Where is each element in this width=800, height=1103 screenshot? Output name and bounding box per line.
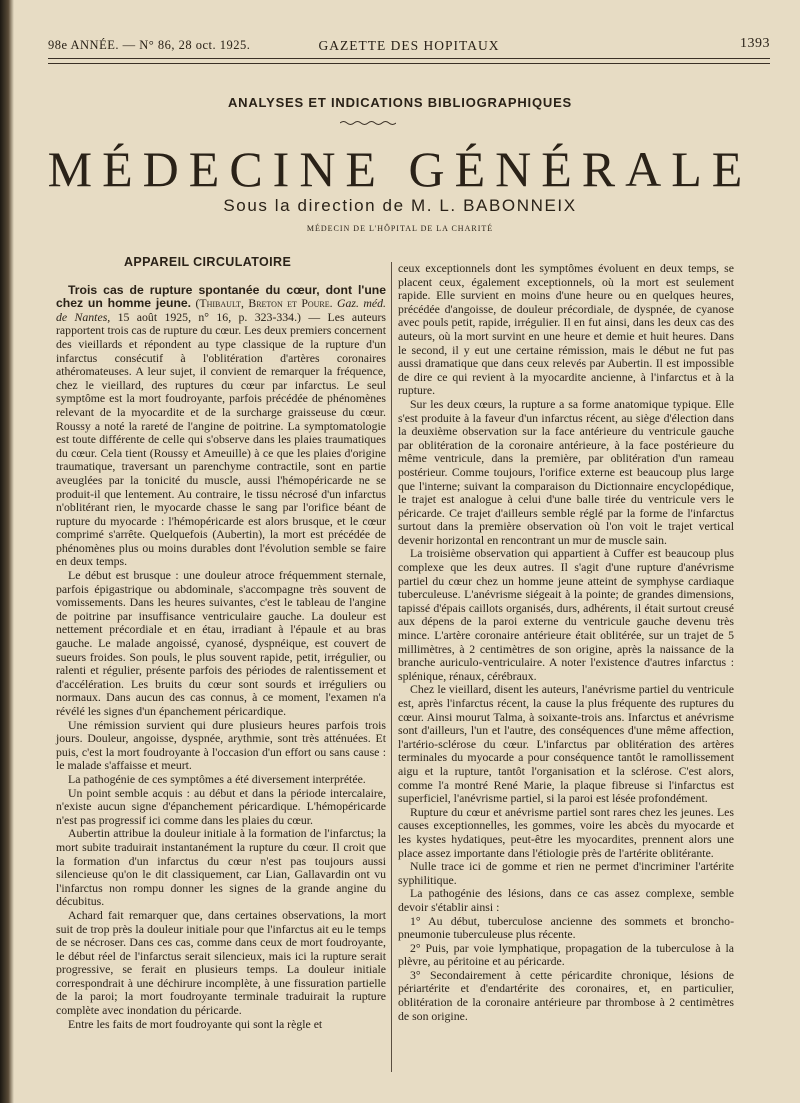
column-divider: [391, 262, 392, 1072]
article-authors: (Thibault, Breton et Poure.: [195, 296, 333, 311]
paragraph: ceux exceptionnels dont les symptômes évoluent en deux temps, se placent ceux, également exceptionnels, où la mort est seulement rapide. Elle survient en moins d'une heure ou en quelques heures, précédée d'angoisse, de douleur précordiale, de dyspnée, de cyanose avec pouls petit, rapide, irrégulier. Il en fut ainsi, dans les deux cas des auteurs, où la mort survint en une heure et demie et huit heures. Dans le second, il y eut une certaine rémission, mais le début ne fut pas aussi dramatique que dans ceux relevés par Aubertin. Il est impossible de dire ce qui revient à la myocardite ancienne, à l'infarctus et à la rupture.: [398, 261, 734, 398]
page-number: 1393: [740, 36, 770, 51]
paragraph: Nulle trace ici de gomme et rien ne permet d'incriminer l'artérite syphilitique.: [398, 859, 734, 887]
paragraph: Aubertin attribue la douleur initiale à la formation de l'infarctus; la mort subite traduirait instantanément la rupture du cœur. Il croit que la formation d'un infarctus du cœur n'est pas toujours aussi silencieuse qu'on le dit classiquement, car Lian, Gallavardin ont vu l'infarctus non rompu donner les signes de la grande angine du décubitus.: [56, 826, 386, 909]
editor-line: Sous la direction de M. L. BABONNEIX: [223, 196, 577, 215]
article-summary: — Les auteurs rapportent trois cas de rupture du cœur. Les deux premiers concernent des vieillards et répondent au type classique de la rupture d'un infarctus consécutif à l'oblitération d'artères coronaires athéromateuses. A leur sujet, il convient de remarquer la fréquence, chez le vieillard, des ruptures du cœur par infarctus. Le seul symptôme est la mort foudroyante, parfois précédée de phénomènes relevant de la myocardite et de la surcharge graisseuse du cœur. Roussy a noté la rareté de l'angine de poitrine. La symptomatologie est toute différente de celle qui s'observe dans les plaies traumatiques du cœur. Cela tient (Roussy et Ameuille) à ce que les plaies d'origine traumatique, traversant un parenchyme contractile, sont en partie aveuglées par la tonicité du muscle, aussi l'hémopéricarde ne se produit-il que lentement. Au contraire, le tissu nécrosé d'un infarctus n'oblitérant rien, le myocarde chasse le sang par l'orifice béant de rupture du myocarde : l'hémopéricarde est alors brusque, et le cœur comprimé s'arrête. Quelquefois (Aubertin), la mort est précédée de phénomènes plus ou moins durables dont l'évolution semble se faire en deux temps.: [56, 309, 386, 569]
paragraph: La pathogénie de ces symptômes a été diversement interprétée.: [68, 771, 366, 786]
paragraph: Une rémission survient qui dure plusieurs heures parfois trois jours. Douleur, angoisse, dyspnée, arythmie, sont très atténuées. Et puis, c'est la mort foudroyante à l'occasion d'un effort ou sans cause : le malade s'affaisse et meurt.: [56, 717, 386, 773]
paragraph: 3° Secondairement à cette péricardite chronique, lésions de périartérite et d'endartérite des coronaires, et, en particulier, oblitération de la coronaire antérieure par thrombose à 2 centimètres de son origine.: [398, 967, 734, 1023]
article-citation: 15 août 1925, n° 16, p. 323-334.): [117, 309, 301, 324]
article-title: Trois cas de rupture spontanée du cœur, dont l'une chez un homme jeune.: [56, 282, 386, 311]
paragraph: Un point semble acquis : au début et dans la période intercalaire, n'existe aucun signe d'épanchement péricardique. L'hémopéricarde n'est pas progressif ici comme dans les plaies du cœur.: [56, 785, 386, 827]
running-header: [48, 36, 770, 58]
journal-name: GAZETTE DES HOPITAUX: [318, 38, 500, 53]
article-first-paragraph: [56, 284, 386, 569]
rubric-heading: APPAREIL CIRCULATOIRE: [124, 255, 292, 269]
paragraph: Sur les deux cœurs, la rupture a sa forme anatomique typique. Elle s'est produite à la faveur d'un infarctus récent, au siège d'élection dans la deuxième observation sur la face antérieure du ventricule gauche par oblitération de la coronaire antérieure, à la face postérieure du même ventricule, dans la première, par oblitération d'un rameau postérieur. Comme toujours, l'orifice externe est beaucoup plus large que l'interne; suivant la comparaison du Dictionnaire encyclopédique, le trajet est analogue à celui d'une balle tirée du ventricule vers le péricarde. Ce trajet d'ailleurs semble réglé par la forme de l'infarctus surtout dans la première observation où l'on voit le trajet vertical devenir horizontal en rencontrant un mur de muscle sain.: [398, 396, 734, 547]
issue-info: 98e ANNÉE. — N° 86, 28 oct. 1925.: [48, 38, 251, 52]
paragraph: Chez le vieillard, disent les auteurs, l'anévrisme partiel du ventricule est, après l'infarctus récent, la cause la plus fréquente des ruptures du cœur. Ainsi mourut Talma, à soixante-trois ans. Infarctus et anévrisme sont d'ailleurs, l'un et l'autre, des conséquences d'une même affection, l'artério-sclérose du cœur. L'infarctus par oblitération des artères terminales du myocarde a pour conséquence tantôt le ramollissement aigu et la rupture, tantôt l'organisation et la sclérose. C'est alors, comme l'a montré René Marie, la plaque fibreuse si l'infarctus est superficiel, l'anévrisme partiel, si la paroi est lésée profondément.: [398, 682, 734, 806]
ornament-divider: [340, 120, 396, 126]
column-right: [398, 262, 734, 1023]
header-rule: [48, 58, 770, 59]
header-rule-thin: [48, 63, 770, 64]
paragraph: La troisième observation qui appartient à Cuffer est beaucoup plus complexe que les deux autres. Il s'agit d'une rupture d'anévrisme partiel du cœur chez un homme jeune atteint de symphyse cardiaque tuberculeuse. L'anévrisme siégeait à la pointe; de grandes dimensions, tapissé d'épais caillots organisés, durs, adhérents, il était surtout creusé aux dépens de la paroi externe du ventricule gauche devenu très mince. L'artère coronaire antérieure était oblitérée, sur un trajet de 5 millimètres, à 2 centimètres de son origine, après la naissance de la branche auriculo-ventriculaire. A noter l'existence d'autres infarctus : splénique, rénaux, cérébraux.: [398, 546, 734, 683]
paragraph: 2° Puis, par voie lymphatique, propagation de la tuberculose à la plèvre, au péritoine et au péricarde.: [398, 940, 734, 969]
editor-role: MÉDECIN DE L'HÔPITAL DE LA CHARITÉ: [306, 224, 494, 233]
column-left: [56, 256, 386, 1031]
article-journal: Gaz. méd. de Nantes,: [56, 296, 386, 324]
page-title: MÉDECINE GÉNÉRALE: [47, 141, 753, 197]
paragraph: Le début est brusque : une douleur atroce fréquemment sternale, parfois épigastrique ou abdominale, s'accompagne très souvent de vomissements. Dans les heures suivantes, c'est le tableau de l'angine de poitrine par insuffisance ventriculaire gauche. La douleur est nettement précordiale et en étau, irradiant à l'épaule et au bras gauche. Le malade angoissé, cyanosé, dyspnéique, est couvert de sueurs froides. Son pouls, le plus souvent rapide, petit, irrégulier, ou ralenti et régulier, présente parfois des périodes de ralentissement et d'accélération. Les bruits du cœur sont sourds et irréguliers ou normaux. Dans aucun des cas connus, à ce moment, l'examen n'a révélé les signes d'un épanchement péricardique.: [56, 568, 386, 718]
paragraph: La pathogénie des lésions, dans ce cas assez complexe, semble devoir s'établir ainsi :: [398, 886, 734, 914]
paragraph: Achard fait remarquer que, dans certaines observations, la mort suit de trop près la douleur initiale pour que l'infarctus ait eu le temps de se nécroser. Dans ces cas, comme dans ceux de mort foudroyante, le début réel de l'infarctus serait silencieux, mais ici la rupture serait progressive, se ferait en plusieurs temps. La douleur initiale correspondrait à une déchirure incomplète, à une fissuration partielle de la paroi; la mort foudroyante terminale traduirait la rupture complète avec inondation du péricarde.: [56, 907, 386, 1018]
section-heading: ANALYSES ET INDICATIONS BIBLIOGRAPHIQUES: [227, 95, 573, 110]
paragraph: 1° Au début, tuberculose ancienne des sommets et broncho-pneumonie tuberculeuse plus récente.: [398, 913, 734, 942]
paragraph: Entre les faits de mort foudroyante qui sont la règle et: [68, 1016, 323, 1031]
paragraph: Rupture du cœur et anévrisme partiel sont rares chez les jeunes. Les causes exceptionnelles, les gommes, voire les abcès du myocarde et les kystes hydatiques, peut-être les myocardites, prennent alors une place assez importante dans l'étiologie près de l'artérite oblitérante.: [398, 804, 734, 860]
